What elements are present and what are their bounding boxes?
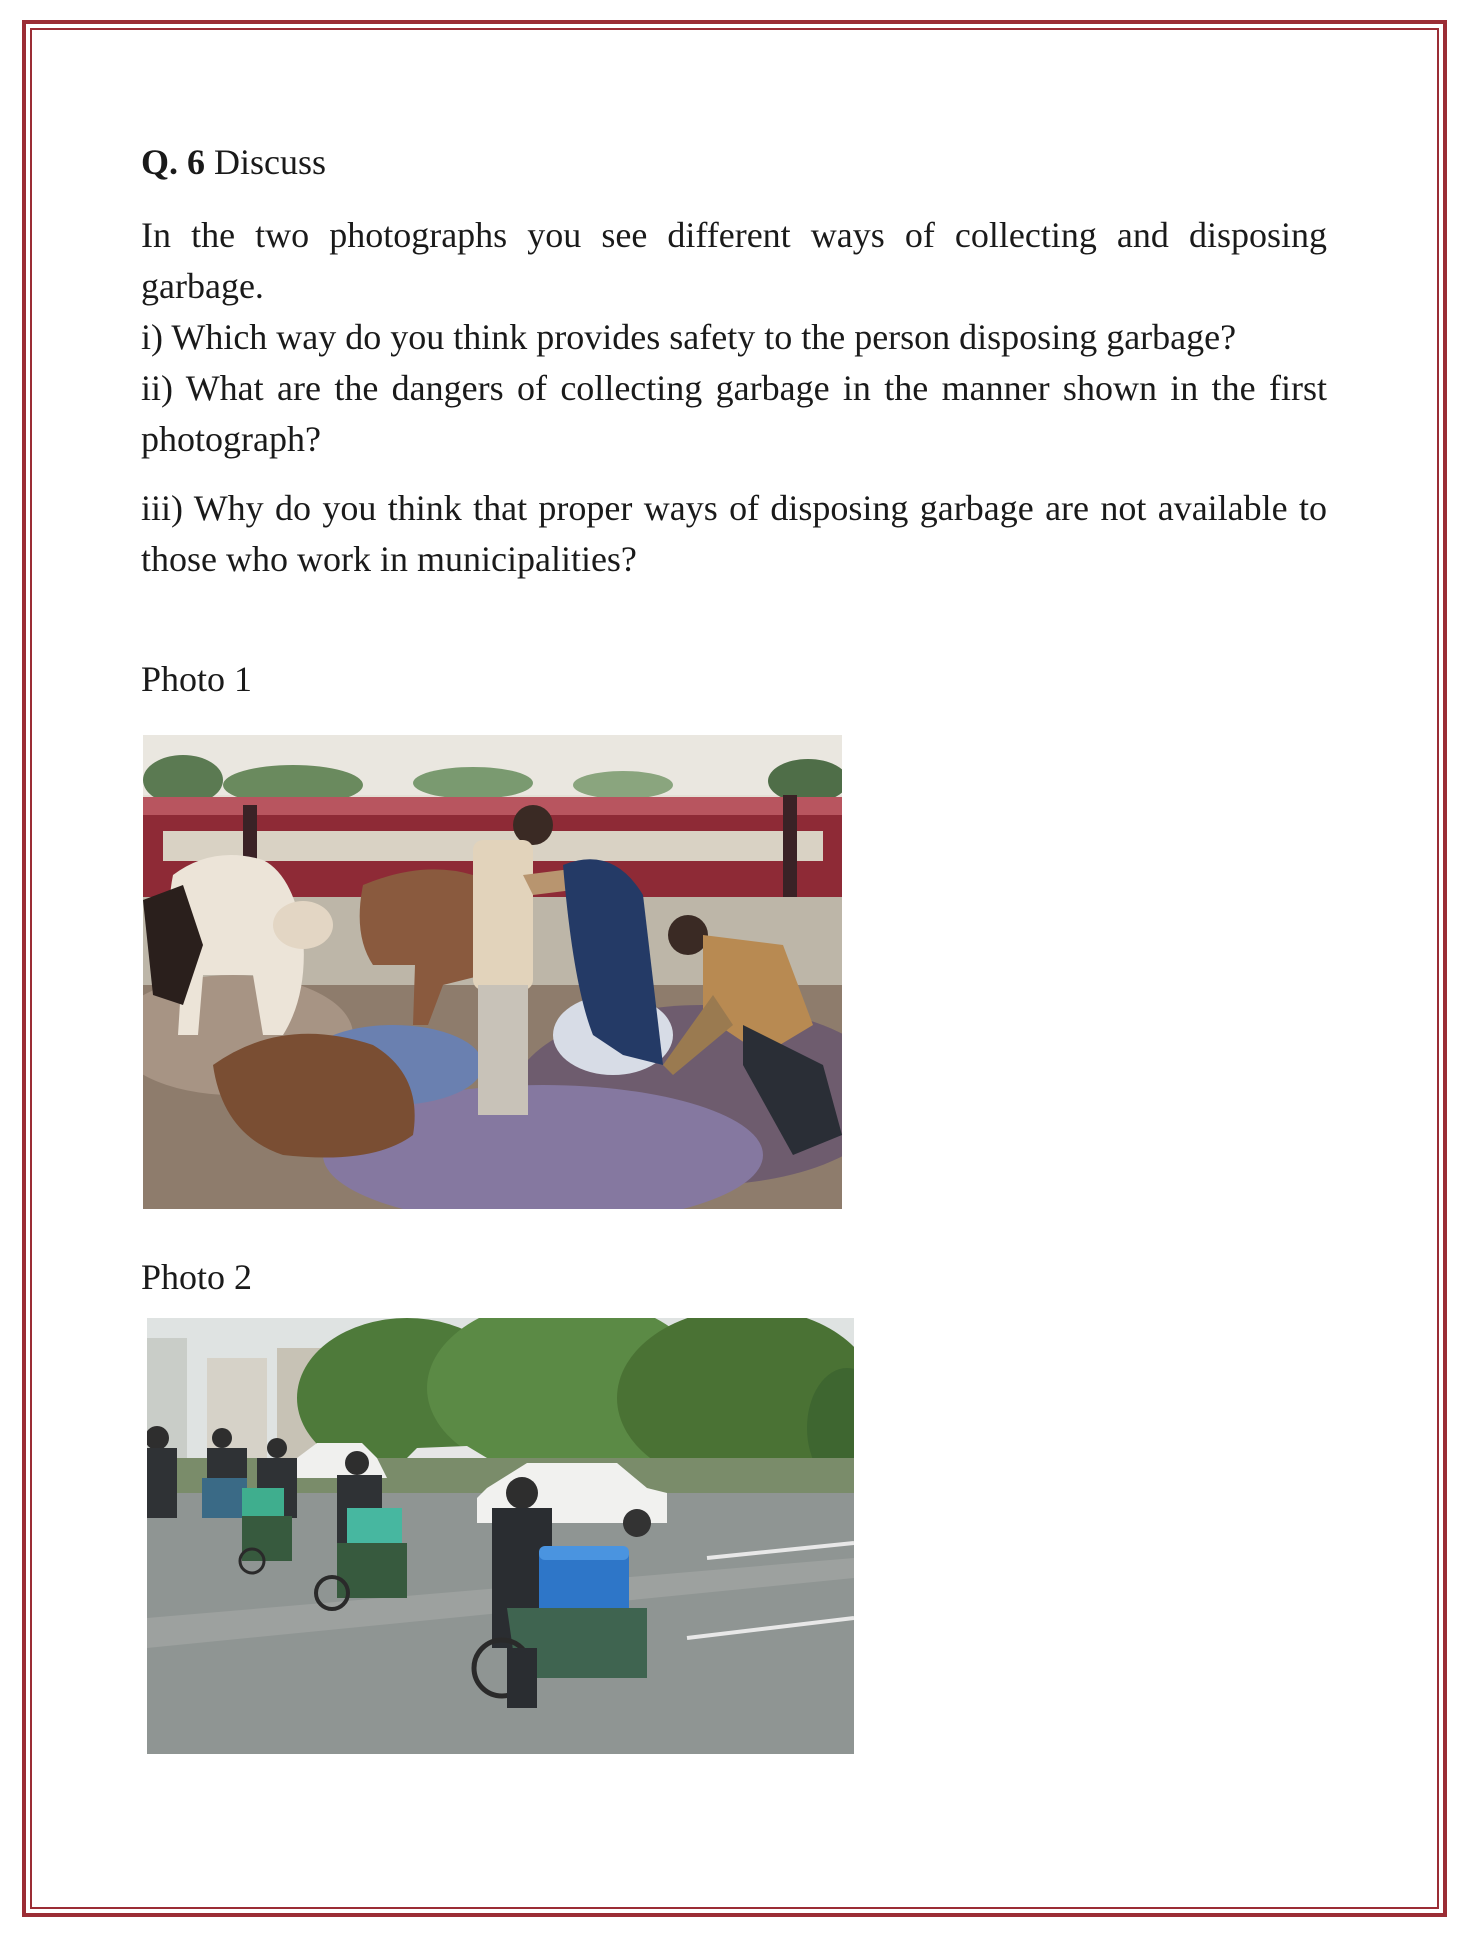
question-block <box>141 140 1327 585</box>
question-item-1: i) Which way do you think provides safety to the person disposing garbage? <box>141 317 1237 357</box>
question-item-2: ii) What are the dangers of collecting garbage in the manner shown in the first photograph? <box>141 368 1327 459</box>
question-intro: In the two photographs you see different ways of collecting and disposing garbage. <box>141 215 1327 306</box>
photo-2-garbage-carts <box>147 1318 854 1754</box>
photo-1-caption: Photo 1 <box>141 659 253 699</box>
photo-1-garbage-dump <box>143 735 842 1209</box>
question-heading <box>141 140 1327 184</box>
question-title: Discuss <box>214 142 327 182</box>
question-item-3: iii) Why do you think that proper ways of disposing garbage are not available to those who work in municipalities? <box>141 488 1327 579</box>
question-number: Q. 6 <box>141 142 206 182</box>
photo-2-caption: Photo 2 <box>141 1257 253 1297</box>
